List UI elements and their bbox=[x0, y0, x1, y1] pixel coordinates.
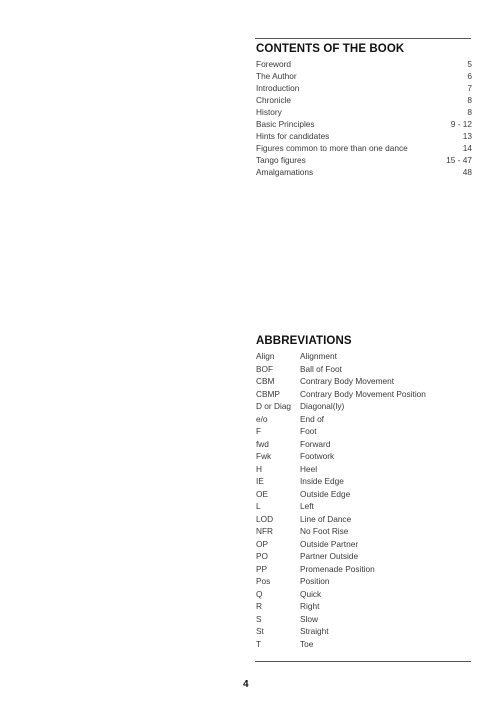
contents-item-page: 6 bbox=[467, 71, 472, 81]
contents-item bbox=[256, 58, 472, 70]
abbreviation-term: Fwk bbox=[256, 451, 272, 461]
abbreviation-meaning: Footwork bbox=[300, 451, 335, 461]
abbreviation-meaning: Ball of Foot bbox=[300, 363, 342, 374]
abbreviation-meaning: Partner Outside bbox=[300, 551, 359, 561]
abbreviation-term: F bbox=[256, 426, 262, 436]
contents-item-page: 9 - 12 bbox=[450, 119, 472, 129]
contents-item-page: 13 bbox=[462, 131, 472, 141]
abbreviation-term: PO bbox=[256, 551, 268, 561]
abbreviation-term: CBM bbox=[256, 376, 275, 386]
contents-item-page: 5 bbox=[467, 59, 472, 69]
abbreviation-item bbox=[256, 550, 472, 563]
page-number: 4 bbox=[243, 679, 249, 690]
abbreviation-term: PP bbox=[256, 563, 268, 574]
abbreviation-term: NFR bbox=[256, 526, 274, 536]
abbreviation-term: LOD bbox=[256, 513, 274, 524]
abbreviation-term: S bbox=[256, 613, 262, 624]
contents-item-title: Introduction bbox=[256, 83, 300, 93]
contents-item-title: Basic Principles bbox=[256, 119, 315, 129]
contents-item bbox=[256, 106, 472, 118]
abbreviation-meaning: Foot bbox=[300, 426, 317, 436]
abbreviation-meaning: Alignment bbox=[300, 351, 337, 361]
abbreviation-item bbox=[256, 375, 472, 388]
contents-item bbox=[256, 166, 472, 178]
contents-item-title: Foreword bbox=[256, 59, 292, 69]
abbreviation-meaning: Outside Partner bbox=[300, 538, 359, 549]
abbreviation-meaning: Toe bbox=[300, 638, 314, 649]
abbreviation-item bbox=[256, 525, 472, 538]
abbreviation-item bbox=[256, 513, 472, 526]
abbreviation-item bbox=[256, 588, 472, 601]
abbreviation-item bbox=[256, 488, 472, 501]
abbreviation-item bbox=[256, 413, 472, 426]
abbreviation-item bbox=[256, 388, 472, 401]
contents-item bbox=[256, 94, 472, 106]
abbreviation-term: Q bbox=[256, 588, 263, 599]
abbreviation-term: D or Diag bbox=[256, 401, 292, 411]
abbreviation-item bbox=[256, 363, 472, 376]
abbreviation-item bbox=[256, 538, 472, 551]
contents-item-title: Amalgamations bbox=[256, 167, 314, 177]
abbreviation-meaning: Line of Dance bbox=[300, 513, 352, 524]
abbreviation-item bbox=[256, 575, 472, 588]
abbreviation-item bbox=[256, 475, 472, 488]
abbreviation-item bbox=[256, 438, 472, 451]
abbreviation-term: BOF bbox=[256, 363, 274, 374]
contents-item-title: Tango figures bbox=[256, 155, 306, 165]
contents-item-page: 7 bbox=[467, 83, 472, 93]
abbreviation-term: T bbox=[256, 638, 262, 649]
contents-item bbox=[256, 82, 472, 94]
bottom-divider bbox=[255, 661, 471, 662]
abbreviation-item bbox=[256, 500, 472, 513]
abbreviations-heading: ABBREVIATIONS bbox=[256, 335, 352, 347]
abbreviation-meaning: Position bbox=[300, 576, 330, 586]
contents-heading: CONTENTS OF THE BOOK bbox=[256, 43, 405, 55]
abbreviation-meaning: Heel bbox=[300, 463, 318, 474]
abbreviation-item bbox=[256, 425, 472, 438]
abbreviation-term: Align bbox=[256, 351, 275, 361]
abbreviation-item bbox=[256, 613, 472, 626]
abbreviation-term: e/o bbox=[256, 413, 268, 424]
abbreviation-meaning: Diagonal(ly) bbox=[300, 401, 345, 411]
contents-item-title: Hints for candidates bbox=[256, 131, 330, 141]
abbreviation-item bbox=[256, 600, 472, 613]
contents-item bbox=[256, 70, 472, 82]
abbreviation-meaning: Promenade Position bbox=[300, 563, 375, 574]
contents-item-title: The Author bbox=[256, 71, 297, 81]
abbreviation-meaning: Contrary Body Movement bbox=[300, 376, 395, 386]
abbreviation-meaning: Outside Edge bbox=[300, 488, 351, 499]
abbreviation-term: Pos bbox=[256, 576, 271, 586]
abbreviation-item bbox=[256, 400, 472, 413]
abbreviation-meaning: Quick bbox=[300, 588, 322, 599]
abbreviation-term: fwd bbox=[256, 438, 269, 449]
contents-item-page: 8 bbox=[467, 95, 472, 105]
abbreviation-term: OE bbox=[256, 488, 268, 499]
abbreviation-item bbox=[256, 450, 472, 463]
contents-item bbox=[256, 118, 472, 130]
abbreviation-term: L bbox=[256, 501, 261, 511]
contents-item bbox=[256, 154, 472, 166]
abbreviation-term: H bbox=[256, 463, 262, 474]
abbreviation-term: IE bbox=[256, 476, 264, 486]
contents-item bbox=[256, 130, 472, 142]
abbreviation-meaning: Right bbox=[300, 601, 320, 611]
abbreviation-meaning: Forward bbox=[300, 438, 331, 449]
abbreviation-meaning: No Foot Rise bbox=[300, 526, 349, 536]
abbreviations-list bbox=[256, 350, 472, 650]
abbreviation-term: St bbox=[256, 626, 264, 636]
abbreviation-meaning: Inside Edge bbox=[300, 476, 344, 486]
abbreviation-term: OP bbox=[256, 538, 268, 549]
abbreviation-item bbox=[256, 625, 472, 638]
abbreviation-term: R bbox=[256, 601, 262, 611]
abbreviation-item bbox=[256, 350, 472, 363]
abbreviation-meaning: Contrary Body Movement Position bbox=[300, 388, 426, 399]
abbreviation-item bbox=[256, 463, 472, 476]
top-divider bbox=[255, 38, 471, 39]
contents-list bbox=[256, 58, 472, 178]
abbreviation-meaning: Left bbox=[300, 501, 314, 511]
contents-item-title: Figures common to more than one dance bbox=[256, 143, 408, 153]
contents-item-page: 14 bbox=[462, 143, 472, 153]
abbreviation-meaning: Straight bbox=[300, 626, 329, 636]
abbreviation-meaning: Slow bbox=[300, 613, 318, 624]
abbreviation-term: CBMP bbox=[256, 388, 280, 399]
abbreviation-item bbox=[256, 563, 472, 576]
abbreviation-meaning: End of bbox=[300, 413, 324, 424]
contents-item-page: 15 - 47 bbox=[446, 155, 472, 165]
abbreviation-item bbox=[256, 638, 472, 651]
contents-item bbox=[256, 142, 472, 154]
contents-item-page: 8 bbox=[467, 107, 472, 117]
contents-item-page: 48 bbox=[462, 167, 472, 177]
contents-item-title: History bbox=[256, 107, 282, 117]
contents-item-title: Chronicle bbox=[256, 95, 292, 105]
